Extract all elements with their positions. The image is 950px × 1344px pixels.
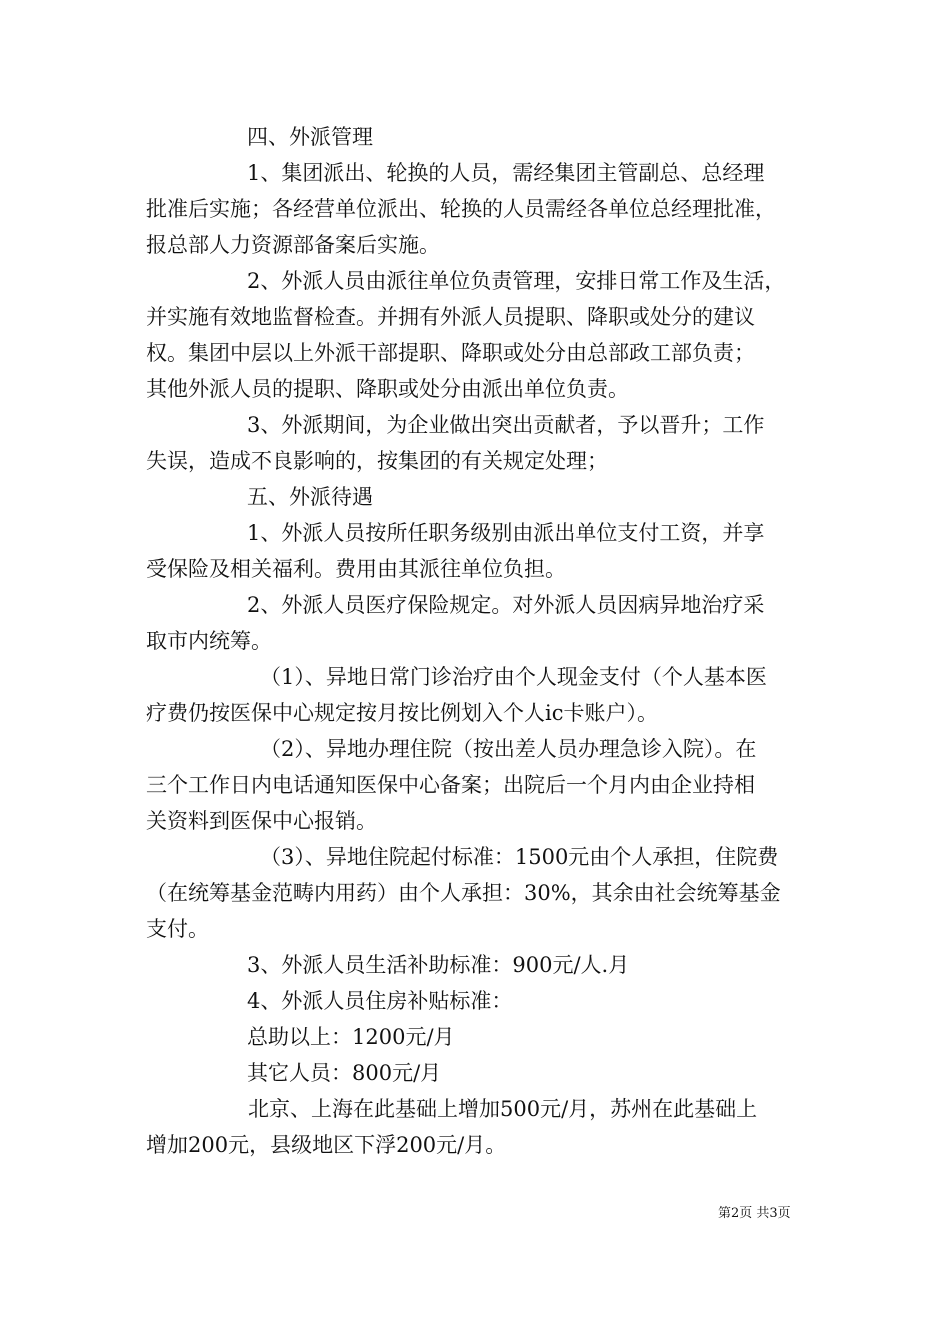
page-number-footer: 第2页 共3页: [718, 1206, 791, 1221]
paragraph-line: 其它人员：800元/月: [247, 1061, 442, 1085]
paragraph-line: 疗费仍按医保中心规定按月按比例划入个人ic卡账户）。: [146, 701, 658, 725]
paragraph-line: 其他外派人员的提职、降职或处分由派出单位负责。: [146, 377, 629, 401]
paragraph-line: 批准后实施；各经营单位派出、轮换的人员需经各单位总经理批准，: [146, 197, 776, 221]
paragraph-line: 受保险及相关福利。费用由其派往单位负担。: [146, 557, 566, 581]
paragraph-line: （在统筹基金范畴内用药）由个人承担：30%，其余由社会统筹基金: [146, 881, 781, 905]
paragraph-line: 1、外派人员按所任职务级别由派出单位支付工资，并享: [247, 521, 765, 545]
paragraph-line: （1）、异地日常门诊治疗由个人现金支付（个人基本医: [260, 665, 767, 689]
paragraph-line: 并实施有效地监督检查。并拥有外派人员提职、降职或处分的建议: [146, 305, 755, 329]
paragraph-line: 4、外派人员住房补贴标准：: [247, 989, 513, 1013]
paragraph-line: 3、外派人员生活补助标准：900元/人.月: [247, 953, 630, 977]
paragraph-line: 支付。: [146, 917, 209, 941]
paragraph-line: （3）、异地住院起付标准：1500元由个人承担，住院费: [260, 845, 779, 869]
section-heading: 四、外派管理: [247, 125, 373, 149]
paragraph-line: 报总部人力资源部备案后实施。: [146, 233, 440, 257]
paragraph-line: 2、外派人员由派往单位负责管理，安排日常工作及生活，: [247, 269, 786, 293]
paragraph-line: （2）、异地办理住院（按出差人员办理急诊入院）。在: [260, 737, 757, 761]
paragraph-line: 三个工作日内电话通知医保中心备案；出院后一个月内由企业持相: [146, 773, 755, 797]
paragraph-line: 权。集团中层以上外派干部提职、降职或处分由总部政工部负责；: [146, 341, 755, 365]
paragraph-line: 关资料到医保中心报销。: [146, 809, 377, 833]
paragraph-line: 2、外派人员医疗保险规定。对外派人员因病异地治疗采: [247, 593, 765, 617]
paragraph-line: 北京、上海在此基础上增加500元/月，苏州在此基础上: [248, 1097, 758, 1121]
paragraph-line: 1、集团派出、轮换的人员，需经集团主管副总、总经理: [247, 161, 765, 185]
paragraph-line: 3、外派期间，为企业做出突出贡献者，予以晋升；工作: [247, 413, 765, 437]
paragraph-line: 失误，造成不良影响的，按集团的有关规定处理；: [146, 449, 608, 473]
paragraph-line: 总助以上：1200元/月: [247, 1025, 455, 1049]
paragraph-line: 取市内统筹。: [146, 629, 272, 653]
section-heading: 五、外派待遇: [247, 485, 373, 509]
paragraph-line: 增加200元，县级地区下浮200元/月。: [146, 1133, 507, 1157]
